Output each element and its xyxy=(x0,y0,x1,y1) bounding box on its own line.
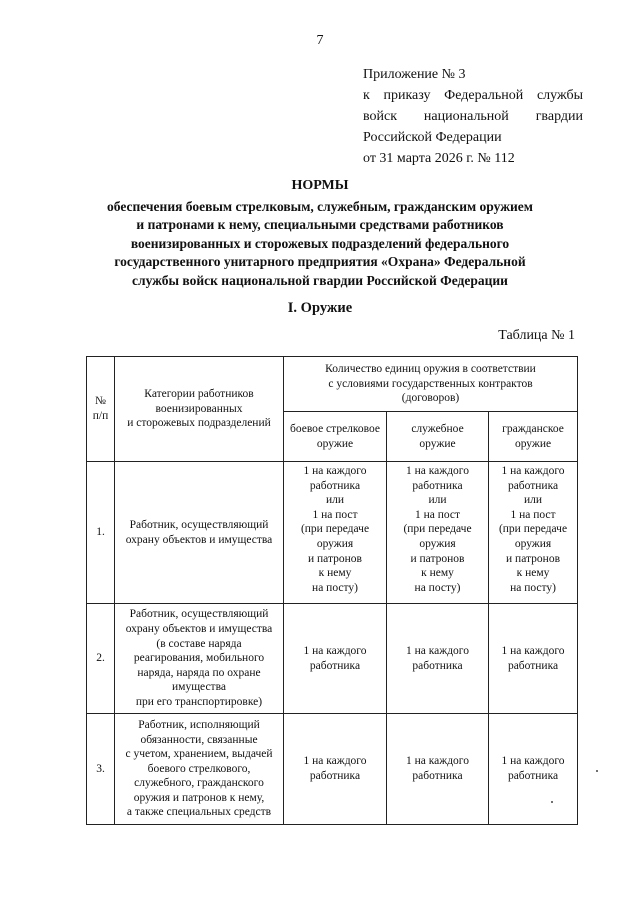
cell-text: работника xyxy=(412,659,463,672)
cell-text: работника xyxy=(309,770,361,782)
appendix-line: от 31 марта 2026 г. № 112 xyxy=(363,151,515,166)
row-number: 1. xyxy=(87,462,115,604)
cell-text: к нему xyxy=(421,567,454,580)
row-civil-quantity xyxy=(489,462,578,604)
cell-text: 1 на пост xyxy=(414,508,461,521)
header-combat-weapon xyxy=(284,412,387,462)
scan-speck xyxy=(551,801,553,803)
header-text: оружие xyxy=(419,437,456,450)
cell-text: работника xyxy=(309,479,361,492)
table-label: Таблица № 1 xyxy=(498,328,575,343)
cell-text: оружия и патронов к нему, xyxy=(133,791,265,804)
cell-text: наряда, наряда по охране xyxy=(137,666,261,679)
subtitle-line: военизированных и сторожевых подразделений федерального xyxy=(130,235,510,251)
header-text: оружие xyxy=(316,437,354,450)
header-text: (договоров) xyxy=(401,392,460,405)
cell-text: работника xyxy=(507,659,559,672)
document-subtitle xyxy=(60,198,580,290)
cell-text: 1 на каждого xyxy=(501,465,565,477)
cell-text: на посту) xyxy=(312,581,358,594)
cell-text: к нему xyxy=(516,567,550,580)
cell-text: 1 на пост xyxy=(510,508,556,521)
cell-text: 1 на каждого xyxy=(405,644,469,657)
cell-text: к нему xyxy=(318,567,352,580)
cell-text: при его транспортировке) xyxy=(135,695,263,708)
cell-text: работника xyxy=(507,770,559,782)
cell-text: оружия xyxy=(514,537,552,550)
cell-text: или xyxy=(523,494,543,507)
row-number: 3. xyxy=(87,714,115,825)
cell-text: 1 на каждого xyxy=(405,755,469,768)
cell-text: или xyxy=(428,494,447,507)
cell-text: боевого стрелкового, xyxy=(147,762,251,775)
cell-text: работника xyxy=(507,479,559,492)
subtitle-line: обеспечения боевым стрелковым, служебным, гражданским оружием xyxy=(107,199,533,214)
cell-text: охрану объектов и имущества xyxy=(125,623,273,636)
norms-table xyxy=(86,356,578,825)
header-text: военизированных xyxy=(155,402,243,415)
header-civil-weapon xyxy=(489,412,578,462)
row-service-quantity xyxy=(387,462,489,604)
row-service-quantity xyxy=(387,604,489,714)
row-category xyxy=(115,604,284,714)
header-num xyxy=(87,357,115,462)
row-category xyxy=(115,714,284,825)
cell-text: оружия xyxy=(419,537,456,550)
header-text: гражданское xyxy=(502,422,564,435)
cell-text: охрану объектов и имущества xyxy=(125,533,273,546)
header-service-weapon xyxy=(387,412,489,462)
cell-text: обязанности, связанные xyxy=(140,733,258,746)
cell-text: имущества xyxy=(172,681,226,694)
cell-text: 1 на каждого xyxy=(501,755,565,768)
cell-text: с учетом, хранением, выдачей xyxy=(125,748,273,761)
header-text: боевое стрелковое xyxy=(289,422,381,435)
cell-text: оружия xyxy=(316,537,354,550)
scan-speck xyxy=(596,770,598,772)
cell-text: 1 на каждого xyxy=(303,644,367,657)
header-text: Количество единиц оружия в соответствии xyxy=(325,363,536,376)
table-header-row xyxy=(87,357,578,412)
page-number: 7 xyxy=(316,33,324,48)
row-number: 2. xyxy=(87,604,115,714)
cell-text: 1 на каждого xyxy=(501,644,565,657)
header-group xyxy=(284,357,578,412)
cell-text: реагирования, мобильного xyxy=(133,652,265,665)
cell-text: на посту) xyxy=(414,581,461,594)
cell-text: (при передаче xyxy=(498,523,568,536)
cell-text: работника xyxy=(309,659,361,672)
row-service-quantity xyxy=(387,714,489,825)
table-row xyxy=(87,604,578,714)
cell-text: работника xyxy=(412,479,463,492)
header-text: и сторожевых подразделений xyxy=(127,417,271,430)
appendix-line: войск национальной гвардии xyxy=(363,109,583,124)
row-combat-quantity xyxy=(284,462,387,604)
table-row xyxy=(87,714,578,825)
document-title: НОРМЫ xyxy=(291,178,349,193)
appendix-line: Приложение № 3 xyxy=(363,67,466,82)
cell-text: или xyxy=(325,494,345,507)
subtitle-line: государственного унитарного предприятия «Охрана» Федеральной xyxy=(114,254,526,270)
header-text: № xyxy=(95,395,106,408)
header-text: служебное xyxy=(411,422,464,435)
cell-text: 1 на каждого xyxy=(303,465,367,477)
header-text: Категории работников xyxy=(144,388,254,401)
section-title: I. Оружие xyxy=(287,300,353,316)
row-civil-quantity xyxy=(489,604,578,714)
cell-text: работника xyxy=(412,770,463,782)
cell-text: и патронов xyxy=(308,552,362,565)
cell-text: а также специальных средств xyxy=(126,806,272,819)
row-combat-quantity xyxy=(284,604,387,714)
cell-text: и патронов xyxy=(506,552,561,565)
appendix-header xyxy=(363,64,583,169)
cell-text: (в составе наряда xyxy=(156,637,242,650)
table-row xyxy=(87,462,578,604)
row-civil-quantity xyxy=(489,714,578,825)
cell-text: Работник, осуществляющий xyxy=(129,518,269,531)
cell-text: (при передаче xyxy=(403,523,472,536)
header-category xyxy=(115,357,284,462)
cell-text: 1 на пост xyxy=(312,508,358,521)
cell-text: Работник, осуществляющий xyxy=(129,608,269,621)
header-text: с условиями государственных контрактов xyxy=(328,377,533,390)
header-text: п/п xyxy=(92,410,109,422)
header-text: оружие xyxy=(514,437,552,450)
cell-text: и патронов xyxy=(410,552,465,565)
cell-text: (при передаче xyxy=(300,523,370,536)
subtitle-line: службы войск национальной гвардии Российской Федерации xyxy=(132,272,508,288)
subtitle-line: и патронами к нему, специальными средствами работников xyxy=(136,217,504,233)
row-category xyxy=(115,462,284,604)
appendix-line: Российской Федерации xyxy=(363,130,502,145)
cell-text: 1 на каждого xyxy=(303,755,367,768)
cell-text: 1 на каждого xyxy=(405,465,469,477)
cell-text: Работник, исполняющий xyxy=(138,718,260,731)
cell-text: служебного, гражданского xyxy=(134,777,264,790)
cell-text: на посту) xyxy=(510,581,556,594)
row-combat-quantity xyxy=(284,714,387,825)
appendix-line: к приказу Федеральной службы xyxy=(363,88,583,103)
